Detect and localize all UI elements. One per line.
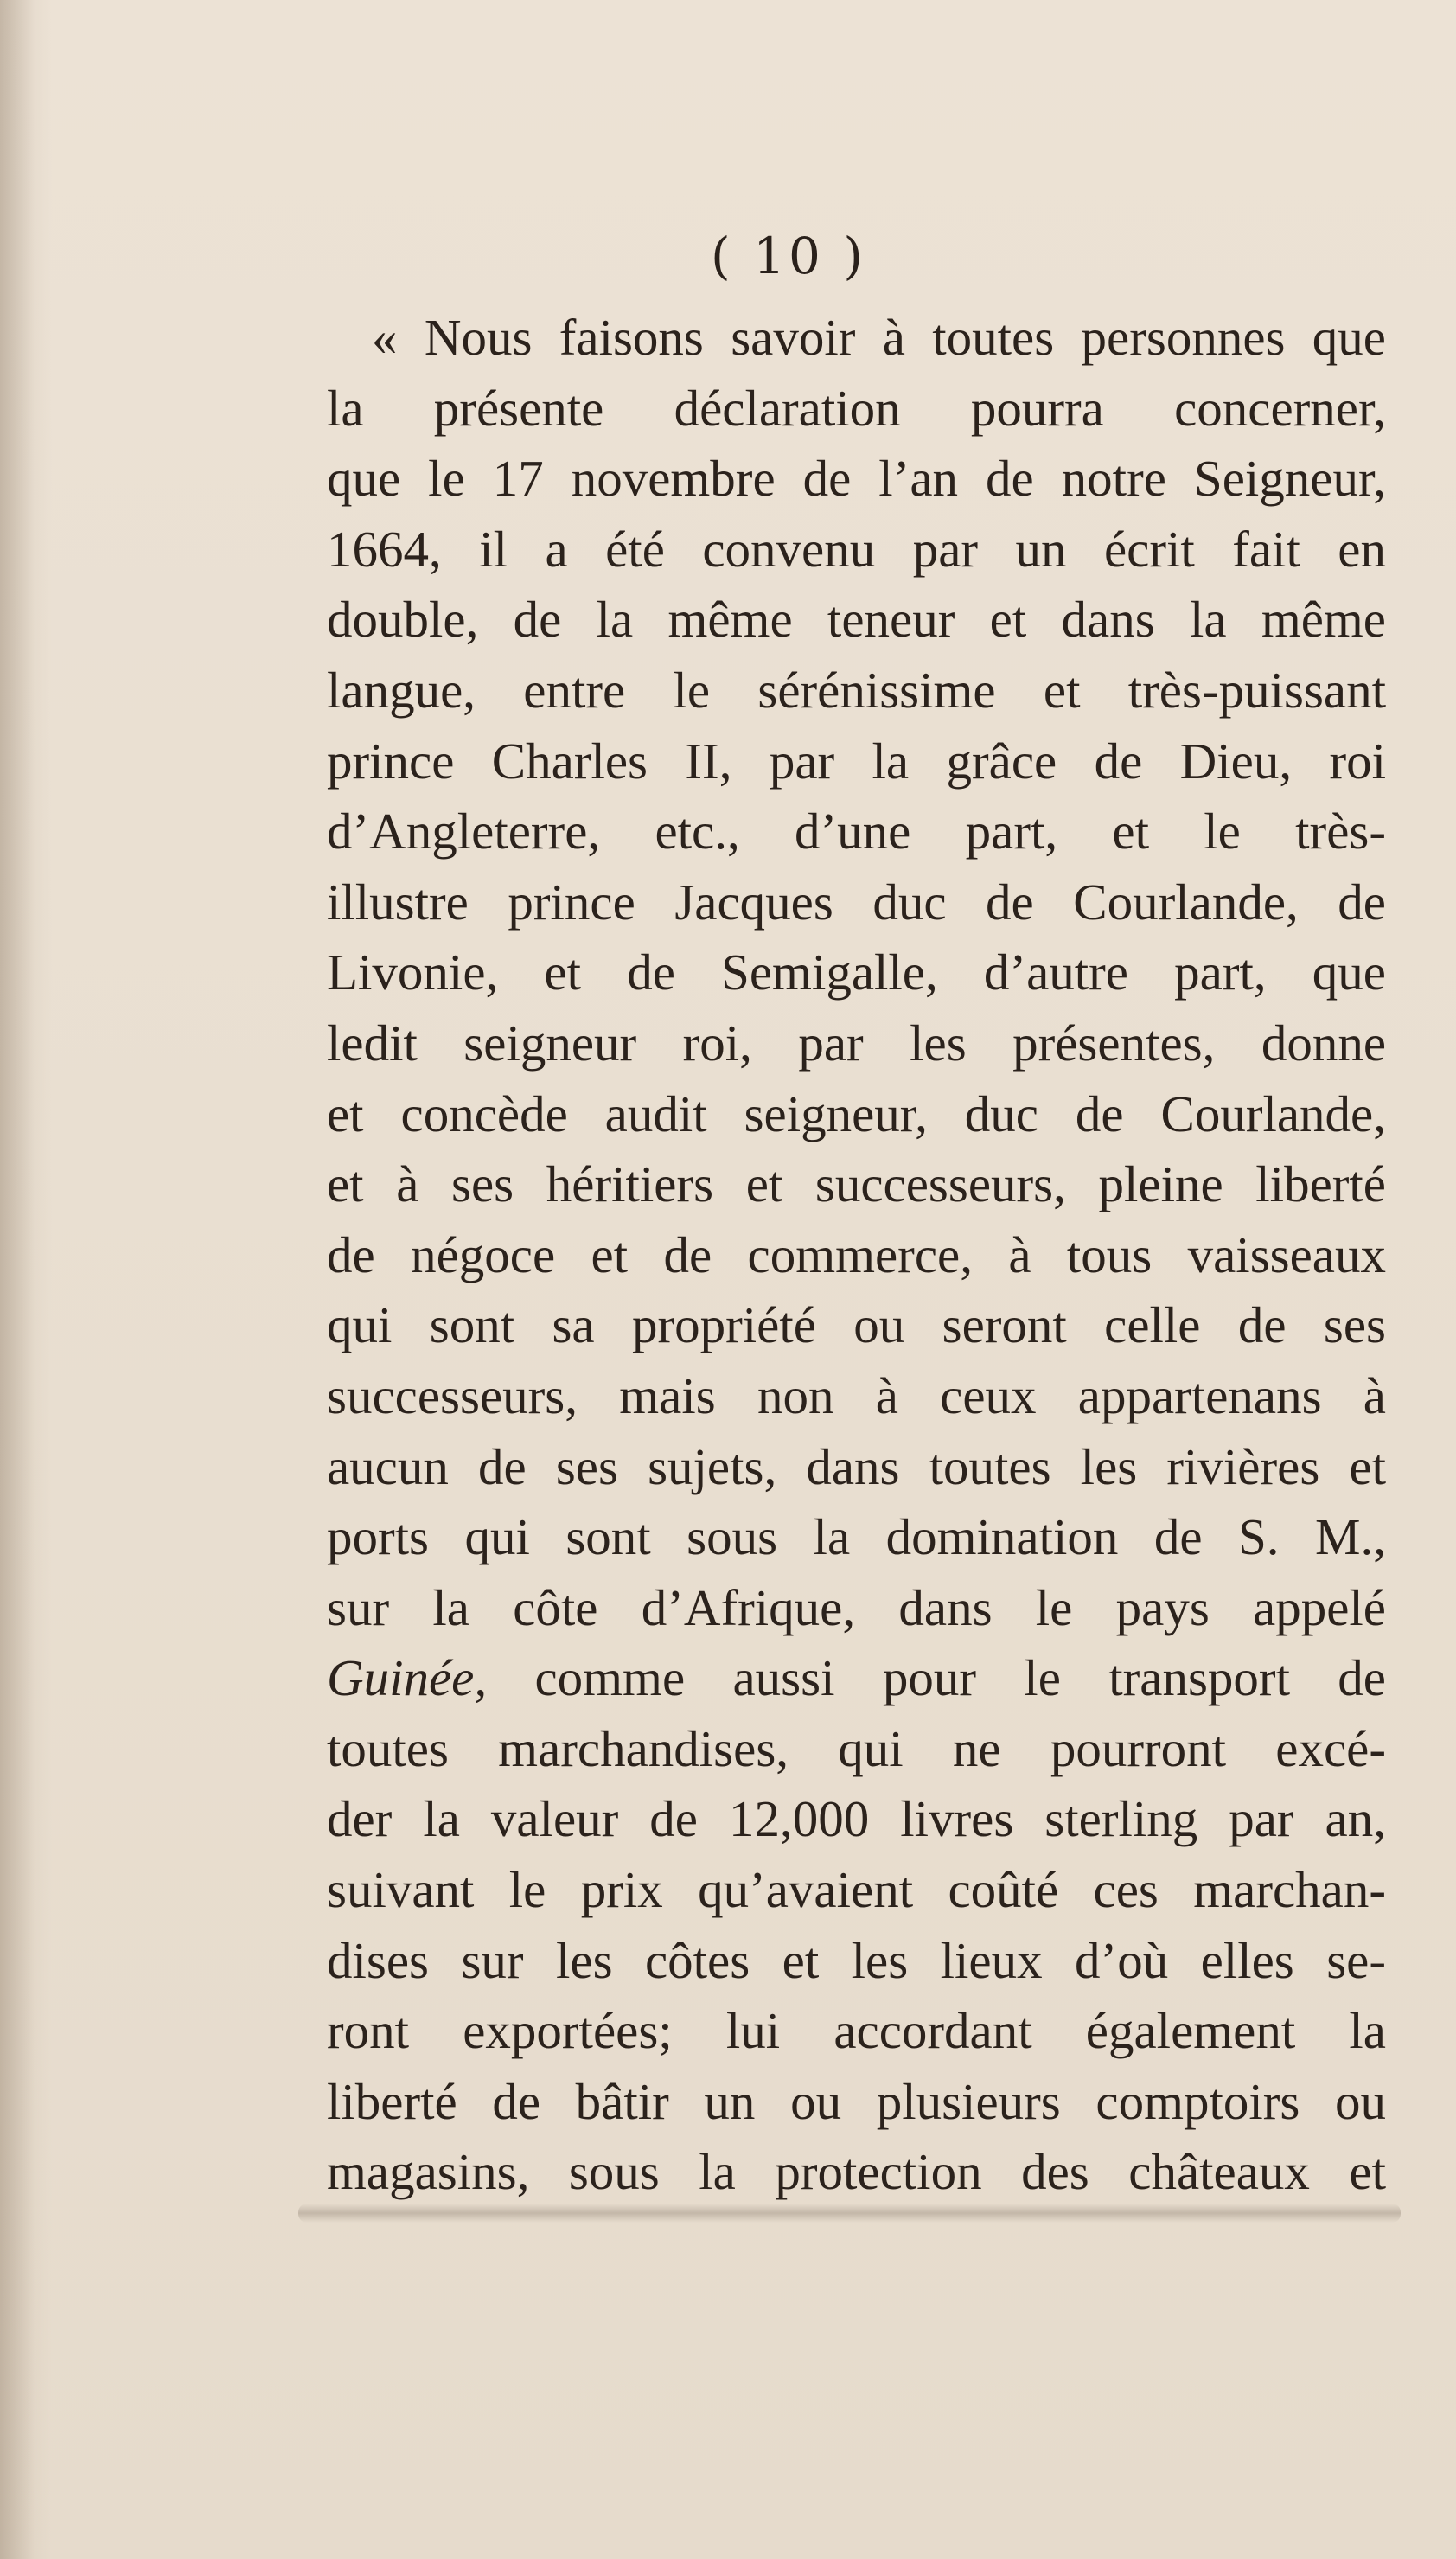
text-line: toutes marchandises, qui ne pourront excé- — [327, 1719, 1386, 1777]
page-number: ( 10 ) — [711, 227, 866, 285]
text-line: la présente déclaration pourra concerner, — [327, 379, 1386, 437]
italic-word-guinee: Guinée, — [327, 1649, 488, 1707]
text-line: illustre prince Jacques duc de Courlande, de — [327, 873, 1386, 931]
text-line: liberté de bâtir un ou plusieurs comptoirs ou — [327, 2072, 1386, 2130]
text-line: de négoce et de commerce, à tous vaisseaux — [327, 1225, 1386, 1283]
text-line: successeurs, mais non à ceux appartenans à — [327, 1366, 1386, 1424]
page-gutter-shadow — [0, 0, 35, 2559]
text-line: langue, entre le sérénissime et très-puissant — [327, 661, 1386, 719]
text-line: magasins, sous la protection des châteaux et — [327, 2143, 1386, 2201]
text-line: 1664, il a été convenu par un écrit fait en — [327, 520, 1386, 578]
text-line: ledit seigneur roi, par les présentes, donne — [327, 1014, 1386, 1072]
text-line: der la valeur de 12,000 livres sterling par an, — [327, 1790, 1386, 1848]
page-bottom-shadow — [298, 2204, 1401, 2223]
text-line: Livonie, et de Semigalle, d’autre part, que — [327, 944, 1386, 1001]
text-line: double, de la même teneur et dans la même — [327, 591, 1386, 649]
text-line-with-italic — [327, 1643, 1386, 1714]
text-line: qui sont sa propriété ou seront celle de ses — [327, 1296, 1386, 1354]
text-line: aucun de ses sujets, dans toutes les rivières et — [327, 1437, 1386, 1495]
text-line: « Nous faisons savoir à toutes personnes que — [372, 309, 1386, 366]
text-line: dises sur les côtes et les lieux d’où elles se- — [327, 1931, 1386, 1989]
text-line: d’Angleterre, etc., d’une part, et le très- — [327, 803, 1386, 860]
text-line-rest: comme aussi pour le transport de — [534, 1649, 1386, 1707]
text-line: ront exportées; lui accordant également la — [327, 2002, 1386, 2060]
text-line: que le 17 novembre de l’an de notre Seigneur, — [327, 450, 1386, 508]
text-line: sur la côte d’Afrique, dans le pays appelé — [327, 1578, 1386, 1636]
text-line: et à ses héritiers et successeurs, pleine liberté — [327, 1155, 1386, 1213]
text-line: ports qui sont sous la domination de S. M., — [327, 1508, 1386, 1566]
text-line: suivant le prix qu’avaient coûté ces marchan- — [327, 1861, 1386, 1919]
text-line: prince Charles II, par la grâce de Dieu, roi — [327, 732, 1386, 790]
text-line: et concède audit seigneur, duc de Courlande, — [327, 1084, 1386, 1142]
body-text — [327, 303, 1386, 2208]
